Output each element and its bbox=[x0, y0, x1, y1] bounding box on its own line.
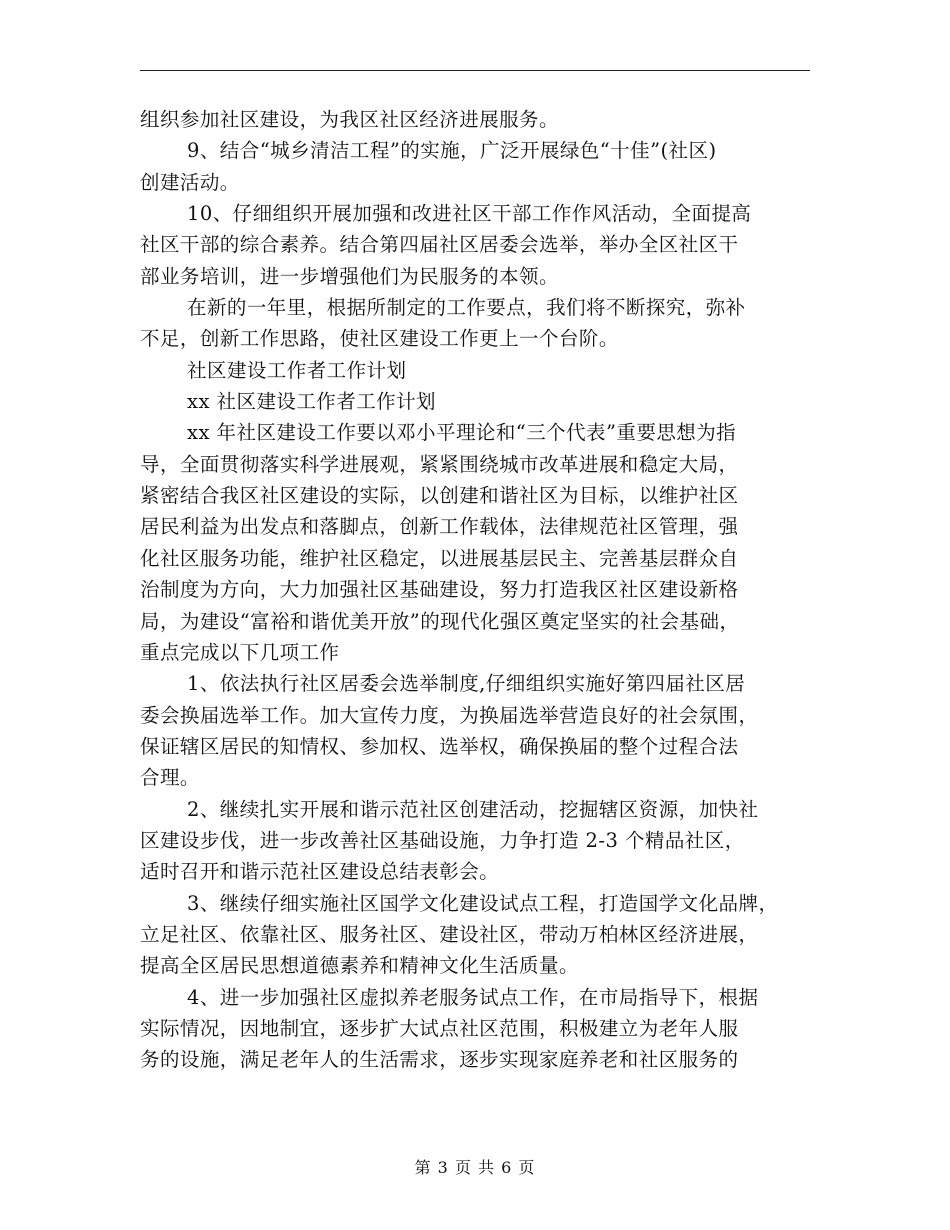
text-line: 1、依法执行社区居委会选举制度,仔细组织实施好第四届社区居 bbox=[187, 672, 746, 696]
text-line: 适时召开和谐示范社区建设总结表彰会。 bbox=[140, 860, 500, 884]
text-line: 紧密结合我区社区建设的实际，以创建和谐社区为目标，以维护社区 bbox=[140, 484, 739, 508]
text-line: 立足社区、依靠社区、服务社区、建设社区，带动万柏林区经济进展， bbox=[140, 922, 759, 946]
text-line: 在新的一年里，根据所制定的工作要点，我们将不断探究，弥补 bbox=[187, 296, 746, 320]
text-line: 组织参加社区建设，为我区社区经济进展服务。 bbox=[140, 108, 559, 131]
document-body bbox=[140, 104, 816, 1076]
text-line: 提高全区居民思想道德素养和精神文化生活质量。 bbox=[140, 954, 579, 978]
text-line: xx 年社区建设工作要以邓小平理论和“三个代表”重要思想为指 bbox=[187, 421, 737, 445]
text-line: 10、仔细组织开展加强和改进社区干部工作作风活动，全面提高 bbox=[187, 202, 752, 226]
text-line: 局，为建设“富裕和谐优美开放”的现代化强区奠定坚实的社会基础， bbox=[140, 609, 740, 633]
text-line: 治制度为方向，大力加强社区基础建设，努力打造我区社区建设新格 bbox=[140, 578, 739, 602]
text-line: 保证辖区居民的知情权、参加权、选举权，确保换届的整个过程合法 bbox=[140, 734, 739, 758]
text-line: 9、结合“城乡清洁工程”的实施，广泛开展绿色“十佳”(社区) bbox=[187, 139, 717, 163]
text-line: 导，全面贯彻落实科学进展观，紧紧围绕城市改革进展和稳定大局， bbox=[140, 452, 739, 476]
text-line: 实际情况，因地制宜，逐步扩大试点社区范围，积极建立为老年人服 bbox=[140, 1016, 739, 1040]
text-line: 居民利益为出发点和落脚点，创新工作载体，法律规范社区管理，强 bbox=[140, 515, 739, 539]
text-line: 委会换届选举工作。加大宣传力度，为换届选举营造良好的社会氛围， bbox=[140, 703, 759, 727]
text-line: 创建活动。 bbox=[140, 170, 240, 194]
text-line: 部业务培训，进一步增强他们为民服务的本领。 bbox=[140, 264, 559, 288]
header-rule bbox=[140, 70, 810, 71]
text-line: 3、继续仔细实施社区国学文化建设试点工程，打造国学文化品牌， bbox=[187, 891, 779, 915]
text-line: 4、进一步加强社区虚拟养老服务试点工作，在市局指导下，根据 bbox=[187, 985, 759, 1009]
text-line: 合理。 bbox=[140, 766, 200, 790]
text-line: 务的设施，满足老年人的生活需求，逐步实现家庭养老和社区服务的 bbox=[140, 1048, 739, 1072]
text-line: 重点完成以下几项工作 bbox=[140, 640, 340, 664]
text-line: xx 社区建设工作者工作计划 bbox=[187, 390, 436, 414]
text-line: 社区建设工作者工作计划 bbox=[187, 358, 407, 382]
text-line: 2、继续扎实开展和谐示范社区创建活动，挖掘辖区资源，加快社 bbox=[187, 797, 759, 821]
text-line: 区建设步伐，进一步改善社区基础设施，力争打造 2-3 个精品社区， bbox=[140, 828, 745, 852]
text-line: 不足，创新工作思路，使社区建设工作更上一个台阶。 bbox=[140, 327, 619, 351]
text-line: 化社区服务功能，维护社区稳定，以进展基层民主、完善基层群众自 bbox=[140, 546, 739, 570]
page-number-footer: 第 3 页 共 6 页 bbox=[414, 1158, 536, 1177]
text-line: 社区干部的综合素养。结合第四届社区居委会选举，举办全区社区干 bbox=[140, 233, 739, 257]
